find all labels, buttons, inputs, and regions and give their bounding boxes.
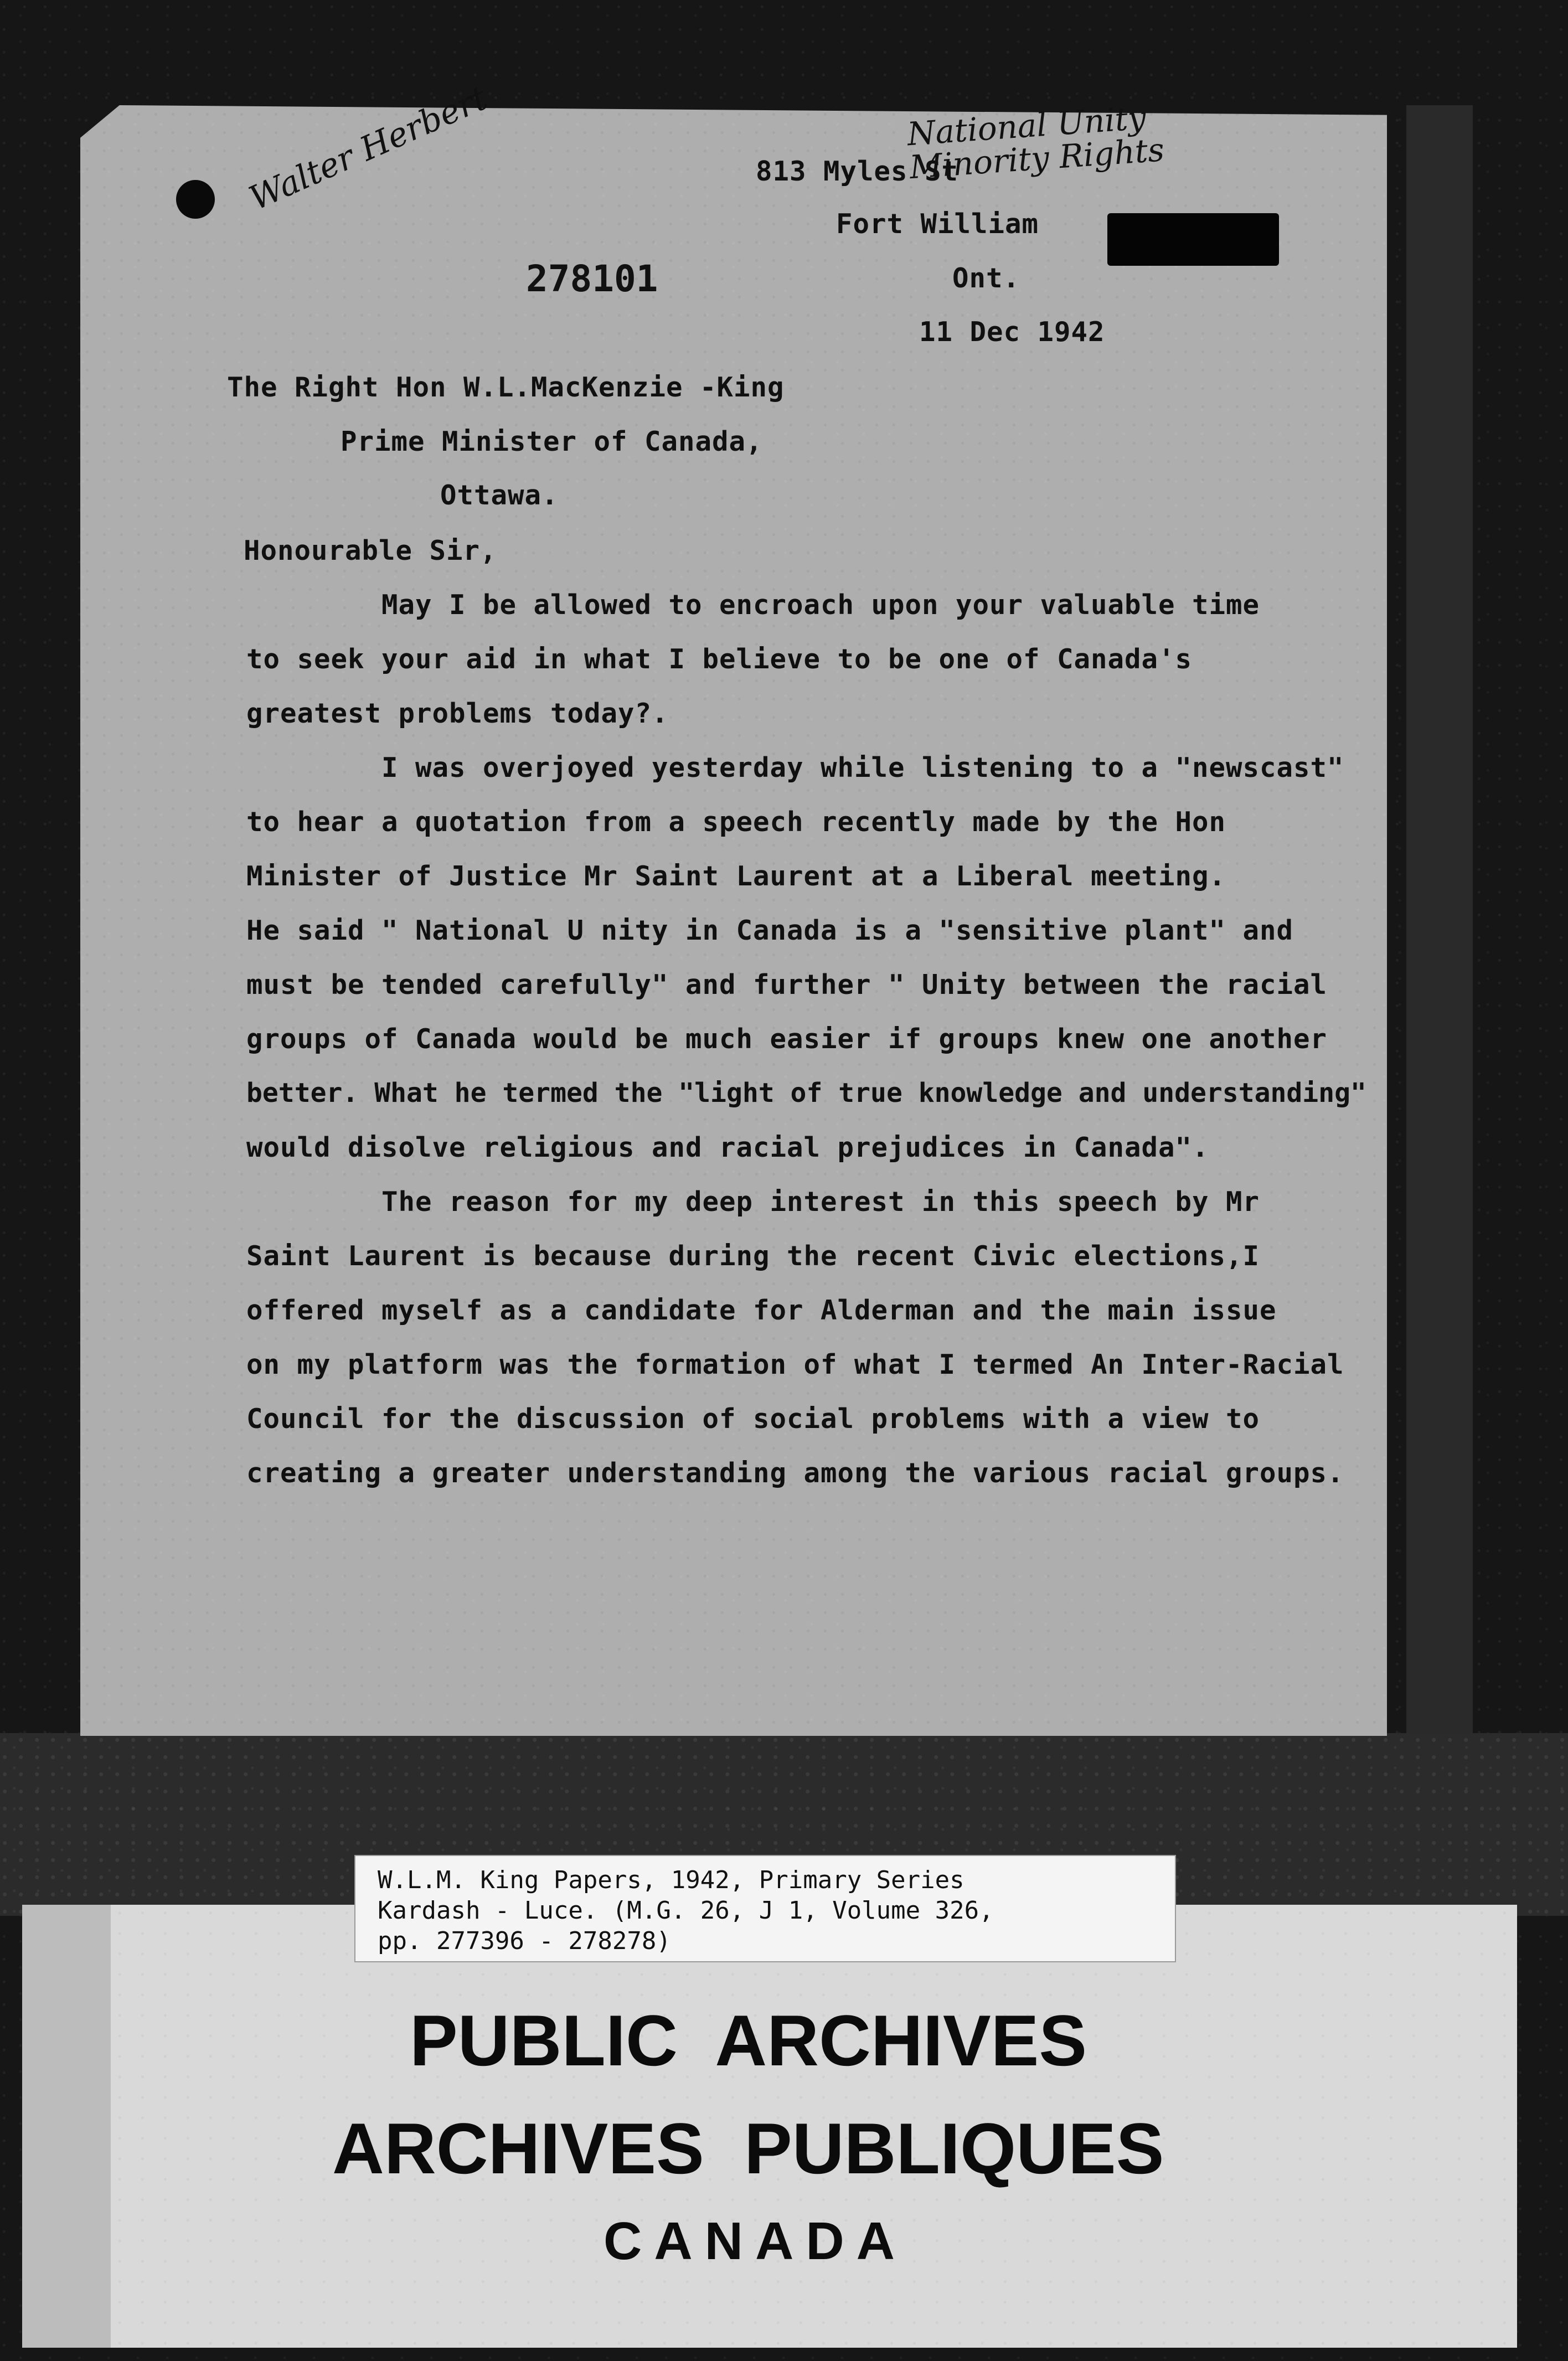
body-line: must be tended carefully" and further " Unity between the racial xyxy=(246,969,1328,1001)
archive-card-shade xyxy=(22,1905,111,2348)
handwritten-annotation: National Unity Minority Rights xyxy=(906,99,1165,187)
body-line: to seek your aid in what I believe to be one of Canada's xyxy=(246,643,1193,675)
body-line: better. What he termed the "light of true knowledge and understanding" xyxy=(246,1078,1366,1109)
document-number: 278101 xyxy=(526,257,658,300)
body-line: May I be allowed to encroach upon your valuable time xyxy=(246,589,1260,621)
body-line: Saint Laurent is because during the recent Civic elections,I xyxy=(246,1240,1260,1272)
recipient-line-1: The Right Hon W.L.MacKenzie -King xyxy=(227,372,785,403)
body-line: He said " National U nity in Canada is a "sensitive plant" and xyxy=(246,915,1294,946)
backing-sheet-edge xyxy=(1406,105,1473,1766)
body-line: creating a greater understanding among the various racial groups. xyxy=(246,1457,1344,1489)
body-line: greatest problems today?. xyxy=(246,698,669,729)
recipient-line-2: Prime Minister of Canada, xyxy=(341,426,763,457)
archive-title-country: CANADA xyxy=(604,2211,907,2271)
body-line: groups of Canada would be much easier if groups knew one another xyxy=(246,1023,1328,1055)
body-line: Council for the discussion of social problems with a view to xyxy=(246,1403,1260,1435)
address-street: 813 Myles St xyxy=(756,156,959,187)
address-province: Ont. xyxy=(952,262,1020,294)
handwritten-name: Walter Herbert xyxy=(244,79,493,218)
body-line: The reason for my deep interest in this speech by Mr xyxy=(246,1186,1260,1218)
letter-date: 11 Dec 1942 xyxy=(919,316,1105,348)
body-line: I was overjoyed yesterday while listening to a "newscast" xyxy=(246,752,1344,783)
archive-title-french: ARCHIVES PUBLIQUES xyxy=(332,2108,1164,2189)
body-line: would disolve religious and racial prejudices in Canada". xyxy=(246,1132,1209,1163)
salutation: Honourable Sir, xyxy=(244,535,497,566)
recipient-line-3: Ottawa. xyxy=(440,480,559,511)
redaction-bar xyxy=(1107,213,1279,266)
address-city: Fort William xyxy=(836,208,1039,240)
archive-reference-line-3: pp. 277396 - 278278) xyxy=(378,1927,671,1955)
archive-reference-line-2: Kardash - Luce. (M.G. 26, J 1, Volume 326, xyxy=(378,1896,994,1925)
body-line: offered myself as a candidate for Alderman and the main issue xyxy=(246,1295,1277,1326)
archive-reference-line-1: W.L.M. King Papers, 1942, Primary Series xyxy=(378,1866,964,1894)
body-line: Minister of Justice Mr Saint Laurent at a Liberal meeting. xyxy=(246,860,1226,892)
archive-reference-label xyxy=(354,1855,1176,1962)
body-line: on my platform was the formation of what I termed An Inter-Racial xyxy=(246,1349,1344,1380)
body-line: to hear a quotation from a speech recently made by the Hon xyxy=(246,806,1226,838)
archive-title-english: PUBLIC ARCHIVES xyxy=(410,2000,1087,2081)
punch-hole xyxy=(176,180,215,219)
